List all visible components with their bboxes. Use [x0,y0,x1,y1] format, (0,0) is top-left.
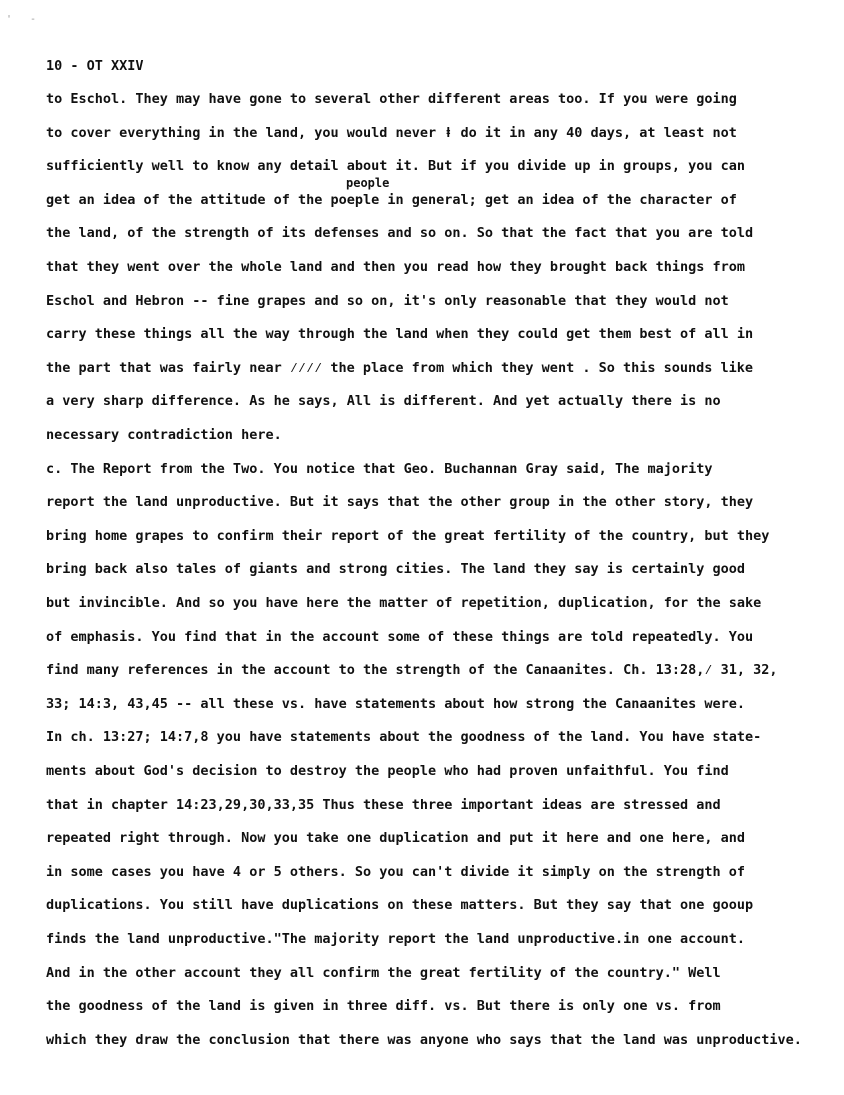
text-line: bring back also tales of giants and strong cities. The land they say is certainly good [46,561,745,578]
corner-mark: ' - [6,14,43,25]
text-line: find many references in the account to the strength of the Canaanites. Ch. 13:28,⁄ 31, 32, [46,662,778,679]
text-line: 33; 14:3, 43,45 -- all these vs. have statements about how strong the Canaanites were. [46,695,745,712]
text-line: repeated right through. Now you take one duplication and put it here and one here, and [46,830,745,847]
handwritten-insertion: people [346,176,390,190]
text-line: report the land unproductive. But it says that the other group in the other story, they [46,494,754,511]
text-line: And in the other account they all confirm the great fertility of the country." Well [46,964,721,981]
text-line: to cover everything in the land, you would never ⱡ do it in any 40 days, at least not [46,124,737,141]
text-line: sufficiently well to know any detail about it. But if you divide up in groups, you can [46,158,745,175]
text-line: which they draw the conclusion that there was anyone who says that the land was unproductive. [46,1031,802,1048]
text-line: but invincible. And so you have here the matter of repetition, duplication, for the sake [46,595,762,611]
text-line: the part that was fairly near ⁄⁄⁄⁄ the place from which they went . So this sounds like [46,359,754,376]
text-line: of emphasis. You find that in the account some of these things are told repeatedly. You [46,628,754,645]
text-line: in some cases you have 4 or 5 others. So you can't divide it simply on the strength of [46,863,745,880]
text-line: that in chapter 14:23,29,30,33,35 Thus these three important ideas are stressed and [46,796,721,813]
text-line: duplications. You still have duplications on these matters. But they say that one gooup [46,897,754,914]
text-line: bring home grapes to confirm their report of the great fertility of the country, but they [46,527,770,544]
text-line: a very sharp difference. As he says, All is different. And yet actually there is no [46,393,721,410]
text-line: finds the land unproductive."The majority report the land unproductive.in one account. [46,931,745,947]
text-line: that they went over the whole land and then you read how they brought back things from [46,259,745,275]
text-line: In ch. 13:27; 14:7,8 you have statements about the goodness of the land. You have state- [46,729,762,746]
text-line: carry these things all the way through the land when they could get them best of all in [46,326,754,343]
page-header: 10 - OT XXIV [46,58,144,74]
text-line: the goodness of the land is given in three diff. vs. But there is only one vs. from [46,998,721,1015]
text-line: c. The Report from the Two. You notice that Geo. Buchannan Gray said, The majority [46,460,713,477]
text-line: the land, of the strength of its defenses and so on. So that the fact that you are told [46,225,754,242]
text-line: Eschol and Hebron -- fine grapes and so on, it's only reasonable that they would not [46,292,729,309]
text-line: get an idea of the attitude of the poeple in general; get an idea of the character of [46,191,737,208]
text-line: to Eschol. They may have gone to several other different areas too. If you were going [46,91,737,107]
text-line: ments about God's decision to destroy the people who had proven unfaithful. You find [46,763,729,779]
text-line: necessary contradiction here. [46,427,282,443]
